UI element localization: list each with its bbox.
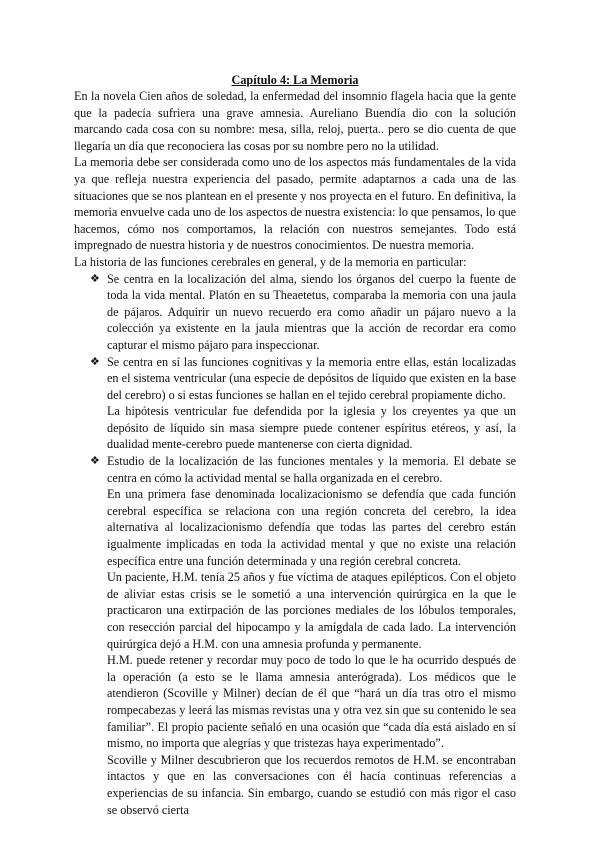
list-item-text: Se centra en sí las funciones cognitivas y la memoria entre ellas, están localizadas en el sistema ventricular (una especie de depósitos de líquido que existen en la base del cerebro) o si estas funciones se hallan en el tejido cerebral propiamente dicho. (107, 354, 516, 402)
list-item-subparagraph: Scoville y Milner descubrieron que los recuerdos remotos de H.M. se encontraban intactos y que en las conversaciones con él hacía continuas referencias a experiencias de su infancia. Sin embargo, cuando se estudió con más rigor el caso se observó cierta (107, 752, 516, 817)
list-item-subparagraph: Un paciente, H.M. tenía 25 años y fue víctima de ataques epilépticos. Con el objeto de aliviar estas crisis se le sometió a una intervención quirúrgica en la que le practicaron una extirpación de las porciones mediales de los lóbulos temporales, con resección parcial del hipocampo y la amígdala de cada lado. La intervención quirúrgica dejó a H.M. con una amnesia profunda y permanente. (107, 570, 516, 651)
paragraph-intro: En la novela Cien años de soledad, la enfermedad del insomnio flagela hacia que la gente que la padecía sufriera una grave amnesia. Aureliano Buendía dio con la solución marcando cada cosa con su nombre: mesa, silla, reloj, puerta.. pero se dio cuenta de que llegaría un día que reconociera las cosas por su nombre pero no la utilidad. (74, 89, 516, 153)
list-item-subparagraph: En una primera fase denominada localizacionismo se defendía que cada función cerebral específica se relaciona con una región concreta del cerebro, la idea alternativa al localizacionismo defendía que todas las partes del cerebro están igualmente implicadas en toda la actividad mental y que no existe una relación específica entre una función determinada y una región cerebral concreta. (107, 487, 516, 568)
history-list (74, 271, 516, 819)
list-item-text: Se centra en la localización del alma, siendo los órganos del cuerpo la fuente de toda la vida mental. Platón en su Theaetetus, comparaba la memoria con una jaula de pájaros. Adquirir un nuevo recuerdo era como añadir un pájaro nuevo a la colección ya existente en la jaula mientras que la acción de recordar era como capturar el mismo pájaro para inspeccionar. (107, 271, 516, 352)
paragraph-history: La historia de las funciones cerebrales en general, y de la memoria en particular: (74, 254, 467, 269)
list-item-subparagraph: La hipótesis ventricular fue defendida por la iglesia y los creyentes ya que un depósito de líquido sin masa siempre puede contener espíritus etéreos, y así, la dualidad mente-cerebro puede mantenerse con cierta dignidad. (107, 404, 516, 452)
page-title: Capítulo 4: La Memoria (231, 73, 359, 87)
list-item (74, 453, 516, 818)
list-item (74, 271, 516, 354)
list-item-text: Estudio de la localización de las funciones mentales y la memoria. El debate se centra en cómo la actividad mental se halla organizada en el cerebro. (107, 454, 516, 485)
list-item (74, 354, 516, 454)
diamond-bullet-icon: ❖ (90, 355, 100, 368)
paragraph-memory: La memoria debe ser considerada como uno de los aspectos más fundamentales de la vida ya que refleja nuestra experiencia del pasado, permite adaptarnos a cada una de las situaciones que se nos plantean en el presente y nos proyecta en el futuro. En definitiva, la memoria envuelve cada uno de los aspectos de nuestra existencia: lo que pensamos, lo que hacemos, cómo nos comportamos, la relación con nuestros semejantes. Todo está impregnado de nuestra historia y de nuestros conocimientos. De nuestra memoria. (74, 155, 516, 253)
diamond-bullet-icon: ❖ (90, 455, 100, 468)
diamond-bullet-icon: ❖ (90, 272, 100, 285)
list-item-subparagraph: H.M. puede retener y recordar muy poco de todo lo que le ha ocurrido después de la operación (a esto se le llama amnesia anterógrada). Los médicos que le atendieron (Scoville y Milner) decían de él que “hará un día tras otro el mismo rompecabezas y leerá las mismas revistas una y otra vez sin que su contenido le sea familiar”. El propio paciente señaló en una ocasión que “cada día está aislado en sí mismo, no importa que alegrías y que tristezas haya experimentado”. (107, 653, 516, 751)
